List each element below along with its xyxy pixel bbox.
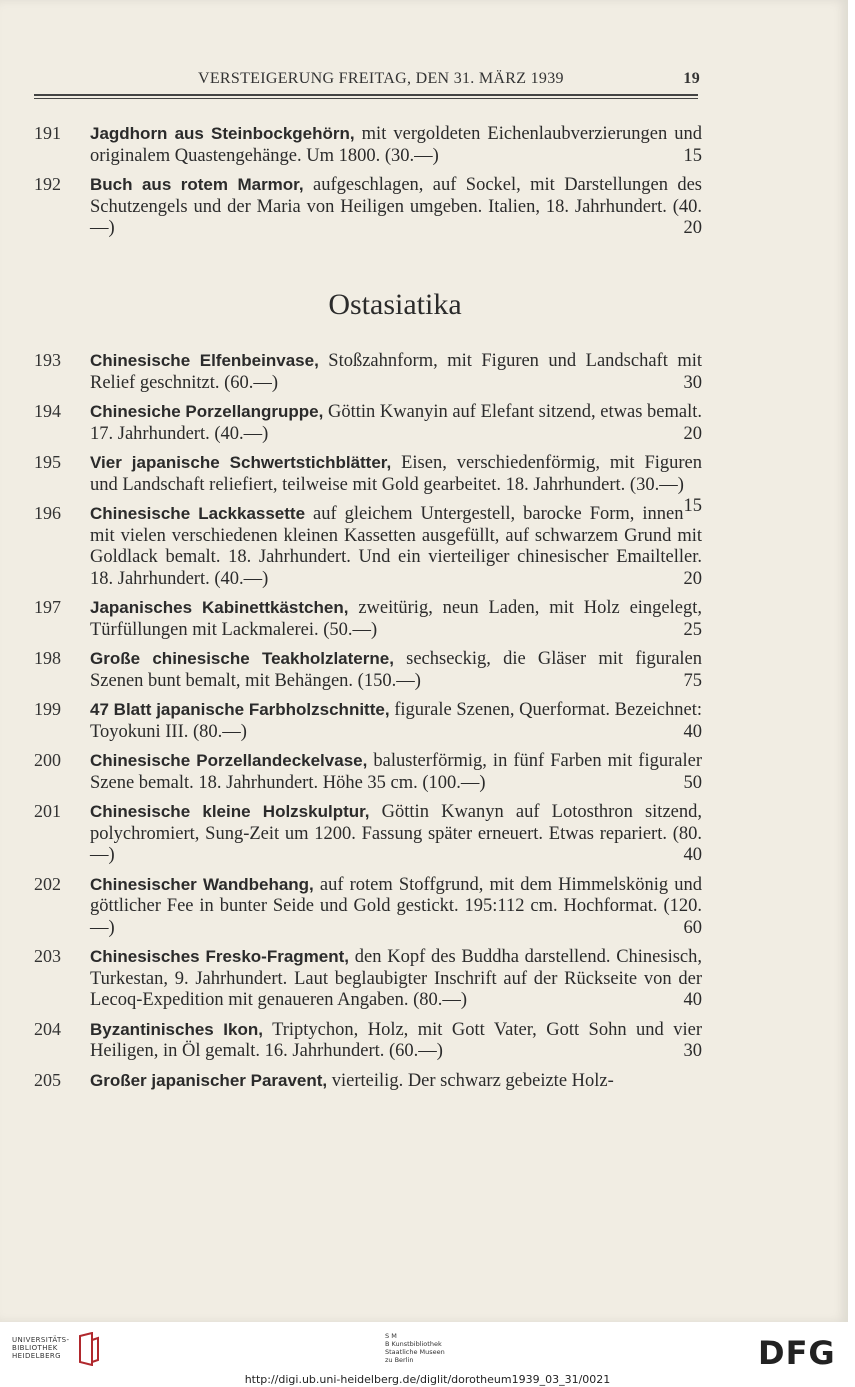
lot-text: Göttin Kwanyn auf Lotosthron sitzend, polychromiert, Sung-Zeit um 1200. Fassung später erneuert. Etwas repariert. (80.—) (90, 802, 702, 865)
lot-text: Göttin Kwanyin auf Elefant sitzend, etwas bemalt. 17. Jahrhundert. (40.—) (90, 402, 703, 444)
lot-price: 50 (683, 772, 702, 793)
lot-number: 195 (34, 452, 61, 472)
lot-number: 197 (34, 597, 61, 617)
catalog-entry (0, 874, 848, 940)
lot-description (90, 174, 702, 240)
lot-heading: Chinesische kleine Holzskulptur, (90, 802, 370, 821)
museum-label (385, 1332, 445, 1364)
lot-heading: Chinesiche Porzellangruppe, (90, 402, 324, 421)
lot-heading: Vier japanische Schwertstichblätter, (90, 453, 392, 472)
lot-text: mit vergoldeten Eichenlaubverzierungen und originalem Quastengehänge. Um 1800. (30.—) (90, 124, 702, 166)
lot-number: 200 (34, 750, 61, 770)
lot-heading: 47 Blatt japanische Farbholzschnitte, (90, 700, 390, 719)
lot-heading: Chinesische Elfenbeinvase, (90, 351, 319, 370)
entries-before-section (0, 123, 848, 247)
lot-price: 20 (683, 218, 702, 238)
catalog-entry (0, 123, 848, 167)
catalog-entry (0, 174, 848, 240)
lot-number: 201 (34, 801, 61, 821)
lot-price: 40 (683, 845, 702, 865)
lot-price: 15 (683, 145, 702, 166)
library-line: BIBLIOTHEK (12, 1344, 58, 1352)
running-head (160, 70, 700, 94)
lot-heading: Buch aus rotem Marmor, (90, 175, 304, 194)
dfg-logo: DFG (758, 1334, 836, 1372)
lot-number: 191 (34, 123, 61, 143)
lot-text: vierteilig. Der schwarz gebeizte Holz- (331, 1070, 614, 1091)
source-url[interactable]: http://digi.ub.uni-heidelberg.de/diglit/dorotheum1939_03_31/0021 (244, 1373, 611, 1386)
lot-text: den Kopf des Buddha darstellend. Chinesisch, Turkestan, 9. Jahrhundert. Laut beglaubigter Inschrift auf der Rückseite von der Lecoq-Expedition mit genaueren Angaben. (80.—) (90, 947, 703, 1010)
lot-heading: Chinesischer Wandbehang, (90, 874, 314, 894)
lot-price: 15 (683, 496, 702, 516)
lot-price: 40 (683, 721, 702, 742)
catalog-entry (0, 597, 848, 641)
running-title: VERSTEIGERUNG FREITAG, DEN 31. MÄRZ 1939 (198, 70, 564, 87)
lot-number: 194 (34, 401, 61, 421)
page-number: 19 (683, 70, 700, 87)
lot-price: 30 (683, 372, 702, 393)
lot-number: 202 (34, 873, 61, 894)
header-rule (34, 94, 698, 96)
lot-text: auf rotem Stoffgrund, mit dem Himmelskönig und göttlicher Fee in bunter Seide und Gold gestickt. 195:112 cm. Hochformat. (120.—) (90, 874, 703, 938)
lot-text: zweitürig, neun Laden, mit Holz eingelegt, Türfüllungen mit Lackmalerei. (50.—) (90, 598, 703, 640)
university-library-label (12, 1336, 69, 1360)
lot-number: 196 (34, 503, 61, 523)
catalog-entry (0, 946, 848, 1012)
lot-number: 199 (34, 699, 61, 719)
lot-number: 198 (34, 648, 61, 668)
lot-text: balusterförmig, in fünf Farben mit figuraler Szene bemalt. 18. Jahrhundert. Höhe 35 cm. (100.—) (90, 751, 702, 793)
catalog-entry (0, 401, 848, 445)
lot-text: Stoßzahnform, mit Figuren und Landschaft mit Relief geschnitzt. (60.—) (90, 351, 703, 393)
catalog-entry (0, 1070, 848, 1093)
museum-line: S M (385, 1332, 397, 1340)
lot-price: 75 (683, 670, 702, 691)
lot-number: 192 (34, 174, 61, 194)
museum-line: Staatliche Museen (385, 1348, 445, 1356)
lot-description (90, 1070, 702, 1093)
library-line: UNIVERSITÄTS- (12, 1336, 70, 1344)
lot-description (90, 123, 702, 167)
lot-description (90, 597, 702, 641)
library-line: HEIDELBERG (12, 1352, 61, 1360)
lot-description (90, 1019, 702, 1063)
catalog-entry (0, 1019, 848, 1063)
lot-heading: Jagdhorn aus Steinbockgehörn, (90, 124, 355, 143)
lot-description (90, 801, 702, 867)
lot-price: 20 (683, 568, 702, 589)
lot-heading: Chinesisches Fresko-Fragment, (90, 947, 350, 966)
lot-description (90, 750, 702, 794)
catalog-entry (0, 503, 848, 590)
lot-description (90, 874, 702, 940)
lot-description (90, 350, 702, 394)
catalog-entry (0, 699, 848, 743)
lot-text: sechseckig, die Gläser mit figuralen Szenen bunt bemalt, mit Behängen. (150.—) (90, 649, 703, 691)
lot-text: figurale Szenen, Querformat. Bezeichnet: Toyokuni III. (80.—) (90, 700, 702, 742)
lot-description (90, 401, 702, 445)
lot-heading: Chinesische Lackkassette (90, 504, 306, 523)
museum-line: zu Berlin (385, 1356, 414, 1364)
university-logo-icon (78, 1332, 100, 1366)
section-title: Ostasiatika (328, 288, 462, 321)
lot-description (90, 699, 702, 743)
lot-description (90, 648, 702, 692)
museum-line: B Kunstbibliothek (385, 1340, 442, 1348)
lot-price: 30 (683, 1041, 702, 1061)
lot-heading: Chinesische Porzellandeckelvase, (90, 751, 368, 770)
lot-text: aufgeschlagen, auf Sockel, mit Darstellungen des Schutzengels und der Maria von Heiligen umgeben. Italien, 18. Jahrhundert. (40.—) (90, 175, 703, 238)
lot-description (90, 946, 702, 1012)
lot-text: auf gleichem Untergestell, barocke Form, innen mit vielen verschiedenen kleinen Kassetten ausgefüllt, auf schwarzem Grund mit Goldlack bemalt. 18. Jahrhundert. Und ein vierteiliger chinesischer Emailteller. 18. Jahrhundert. (40.—) (90, 504, 702, 589)
catalog-entry (0, 648, 848, 692)
lot-text: Eisen, verschiedenförmig, mit Figuren und Landschaft reliefiert, teilweise mit Gold gearbeitet. 18. Jahrhundert. (30.—) (90, 453, 702, 495)
lot-price: 20 (683, 423, 702, 444)
lot-heading: Byzantinisches Ikon, (90, 1019, 263, 1039)
lot-number: 204 (34, 1018, 61, 1039)
lot-number: 203 (34, 946, 61, 966)
catalog-entry (0, 750, 848, 794)
lot-heading: Japanisches Kabinettkästchen, (90, 598, 349, 617)
catalog-entry (0, 801, 848, 867)
lot-price: 40 (683, 990, 702, 1010)
catalog-entry (0, 350, 848, 394)
lot-heading: Großer japanischer Paravent, (90, 1070, 328, 1090)
lot-price: 60 (683, 917, 702, 938)
entries-ostasiatika (0, 350, 848, 1099)
lot-number: 205 (34, 1069, 61, 1090)
footer (0, 1322, 855, 1387)
lot-number: 193 (34, 350, 61, 370)
lot-description (90, 503, 702, 590)
lot-text: Triptychon, Holz, mit Gott Vater, Gott Sohn und vier Heiligen, in Öl gemalt. 16. Jahrhundert. (60.—) (90, 1019, 702, 1061)
lot-heading: Große chinesische Teakholzlaterne, (90, 649, 394, 668)
lot-price: 25 (683, 619, 702, 640)
header-rule-thin (34, 98, 698, 99)
